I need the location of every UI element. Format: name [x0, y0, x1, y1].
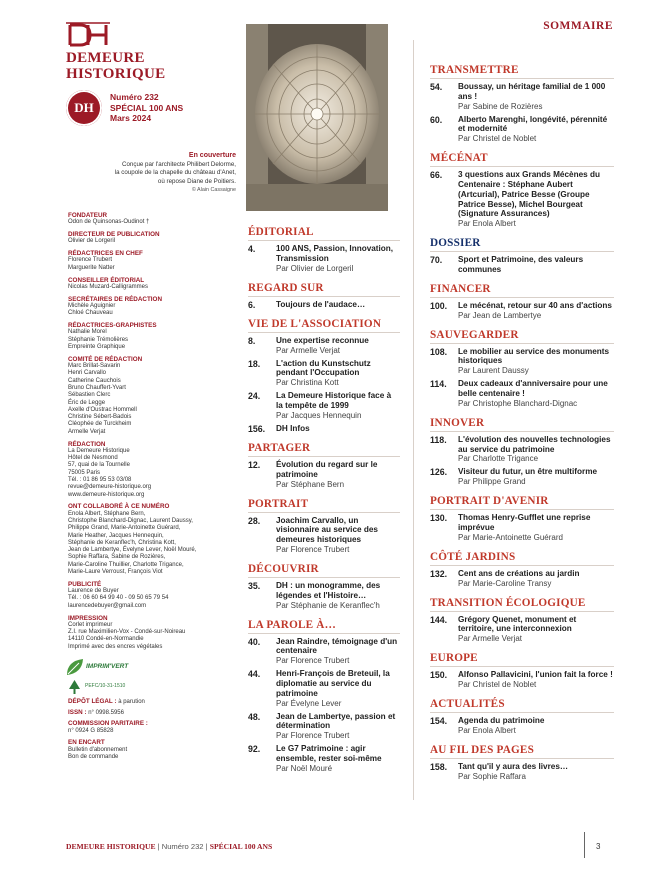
credit-heading: CONSEILLER ÉDITORIAL	[68, 276, 145, 284]
cover-caption-line: où repose Diane de Poitiers.	[157, 177, 236, 185]
toc-author: Par Stéphane Bern	[276, 479, 345, 489]
imprim-vert-leaf-icon	[64, 656, 86, 678]
legal-line	[68, 709, 238, 717]
toc-article-title: Cent ans de créations au jardin	[458, 568, 580, 578]
toc-author: Par Florence Trubert	[276, 731, 350, 741]
issue-date: Mars 2024	[110, 113, 152, 124]
toc-entry-body	[458, 762, 614, 782]
page-footer	[66, 842, 272, 851]
legal-line	[68, 720, 238, 736]
credit-name: 57, quai de la Tournelle	[68, 462, 130, 469]
toc-entry-body	[458, 716, 614, 736]
toc-entry-body	[458, 379, 614, 409]
centenary-seal-icon: DH	[66, 90, 102, 126]
toc-entry	[430, 435, 614, 465]
toc-page-number: 92.	[248, 744, 261, 755]
toc-page-number: 130.	[430, 513, 448, 524]
toc-section	[430, 417, 614, 487]
toc-section-title: ACTUALITÉS	[430, 698, 614, 713]
toc-author: Par Marie-Antoinette Guérard	[458, 532, 563, 542]
toc-page-number: 6.	[248, 299, 256, 310]
credit-heading: RÉDACTRICES-GRAPHISTES	[68, 322, 157, 330]
legal-line	[68, 754, 238, 761]
toc-page-number: 70.	[430, 255, 443, 266]
legal-value: n° 0924 G 85828	[68, 728, 114, 735]
toc-section	[430, 551, 614, 589]
toc-page-number: 156.	[248, 423, 266, 434]
toc-entry-body	[458, 467, 614, 487]
toc-entry-body	[458, 301, 614, 321]
toc-entry-body	[276, 744, 400, 774]
toc-entry	[430, 82, 614, 112]
toc-page-number: 35.	[248, 580, 261, 591]
toc-entry-body	[458, 347, 614, 377]
toc-section-title: LA PAROLE À…	[248, 619, 400, 634]
toc-page-number: 154.	[430, 715, 448, 726]
toc-page-number: 158.	[430, 761, 448, 772]
toc-section	[248, 226, 400, 274]
credit-name: 14110 Condé-en-Normandie	[68, 636, 144, 643]
toc-author: Par Jacques Hennequin	[276, 410, 362, 420]
legal-line	[68, 698, 238, 706]
toc-author: Par Florence Trubert	[276, 656, 350, 666]
toc-author: Par Marie-Caroline Transy	[458, 578, 552, 588]
toc-author: Par Noël Mouré	[276, 763, 333, 773]
toc-author: Par Christel de Noblet	[458, 679, 537, 689]
toc-section-title: ÉDITORIAL	[248, 226, 400, 241]
toc-entry-body	[276, 460, 400, 490]
credit-name: Imprimé avec des encres végétales	[68, 643, 163, 650]
credit-section	[68, 441, 238, 499]
toc-entry-body	[458, 115, 614, 145]
toc-entry	[430, 115, 614, 145]
toc-author: Par Christina Kott	[276, 378, 339, 388]
toc-page-number: 118.	[430, 434, 447, 445]
toc-entry	[248, 300, 400, 310]
toc-article-title: 100 ANS, Passion, Innovation, Transmission	[276, 244, 394, 263]
toc-entry	[248, 637, 400, 667]
toc-section-title: PORTRAIT D'AVENIR	[430, 495, 614, 510]
toc-section-title: CÔTÉ JARDINS	[430, 551, 614, 566]
credit-name: Marc Brillat-Savarin	[68, 363, 121, 370]
toc-section	[430, 329, 614, 409]
brand-line-2: HISTORIQUE	[66, 66, 166, 82]
credit-name: www.demeure-historique.org	[68, 491, 145, 498]
toc-author: Par Florence Trubert	[276, 544, 350, 554]
toc-entry	[248, 391, 400, 421]
toc-article-title: Joachim Carvallo, un visionnaire au service des demeures historiques	[276, 515, 378, 545]
credit-name: Empreinte Graphique	[68, 343, 126, 350]
toc-entry-body	[458, 670, 614, 690]
imprim-vert-label	[64, 656, 238, 678]
issue-number: Numéro 232	[110, 92, 159, 103]
toc-section	[248, 498, 400, 555]
legal-value: n° 0998.5956	[88, 709, 124, 716]
toc-entry-body	[276, 516, 400, 555]
toc-section	[248, 619, 400, 774]
toc-section	[248, 282, 400, 310]
toc-article-title: Le mécénat, retour sur 40 ans d'actions	[458, 300, 612, 310]
credit-name: Enola Albert, Stéphane Bern,	[68, 510, 146, 517]
toc-entry-body	[276, 637, 400, 667]
toc-article-title: 3 questions aux Grands Mécènes du Centenaire : Stéphane Aubert (Artcurial), Patrice Besse (Groupe Patrice Besse), Michel Bourgeat (Signature Assurances)	[458, 170, 600, 219]
toc-entry	[430, 670, 614, 690]
toc-entry	[430, 716, 614, 736]
toc-page-number: 8.	[248, 335, 256, 346]
credit-section	[68, 277, 238, 292]
issue-text	[110, 92, 183, 124]
toc-entry-body	[458, 615, 614, 645]
credit-name: Marguerite Natter	[68, 264, 115, 271]
toc-section	[430, 152, 614, 229]
toc-section-title: EUROPE	[430, 652, 614, 667]
credit-heading: SECRÉTAIRES DE RÉDACTION	[68, 295, 162, 303]
toc-entry	[430, 762, 614, 782]
issue-info	[66, 90, 226, 126]
masthead	[66, 22, 226, 126]
toc-author: Par Olivier de Lorgeril	[276, 263, 354, 273]
toc-author: Par Christel de Noblet	[458, 134, 537, 144]
credit-heading: ONT COLLABORÉ À CE NUMÉRO	[68, 503, 170, 511]
toc-page-number: 144.	[430, 614, 448, 625]
toc-entry-body	[458, 82, 614, 112]
sommaire-title: SOMMAIRE	[543, 20, 613, 32]
issue-special: SPÉCIAL 100 ANS	[110, 102, 184, 113]
credit-name: 75005 Paris	[68, 469, 101, 476]
toc-section-title: PORTRAIT	[248, 498, 400, 513]
credit-name: Michèle Aguignier	[68, 302, 116, 309]
toc-article-title: Thomas Henry-Gufflet une reprise imprévue	[458, 513, 591, 532]
credit-name: Tél. : 01 86 95 53 03/08	[68, 477, 132, 483]
toc-entry-body	[276, 336, 400, 356]
credit-name: Christine Sébert-Badois	[68, 414, 132, 421]
footer-divider	[584, 832, 585, 858]
credit-name: Odon de Quinsonas-Oudinot †	[68, 219, 150, 226]
credit-name: Tél. : 06 60 64 99 40 - 09 50 65 79 54	[68, 595, 169, 602]
toc-page-number: 12.	[248, 459, 261, 470]
toc-section	[430, 64, 614, 144]
credit-name: laurencedebuyer@gmail.com	[68, 602, 147, 609]
toc-column-right	[430, 64, 614, 790]
toc-entry	[430, 467, 614, 487]
toc-page-number: 132.	[430, 568, 448, 579]
toc-author: Par Armelle Verjat	[458, 634, 523, 644]
toc-entry	[430, 170, 614, 229]
toc-entry	[248, 669, 400, 708]
toc-page-number: 100.	[430, 300, 448, 311]
credit-name: Cléophée de Turckheim	[68, 421, 132, 428]
footer-special: SPÉCIAL 100 ANS	[209, 842, 273, 851]
toc-section	[430, 283, 614, 321]
column-divider	[413, 40, 414, 800]
credit-section	[68, 250, 238, 272]
toc-article-title: Boussay, un héritage familial de 1 000 ans !	[458, 82, 606, 101]
toc-entry	[248, 744, 400, 774]
legal-line	[68, 739, 238, 755]
toc-entry	[248, 581, 400, 611]
toc-article-title: La Demeure Historique face à la tempête de 1999	[276, 391, 392, 410]
toc-entry-body	[458, 170, 614, 229]
toc-section-title: INNOVER	[430, 417, 614, 432]
credit-section	[68, 231, 238, 246]
cover-dome-image	[246, 24, 388, 211]
footer-issue: | Numéro 232 |	[155, 842, 210, 851]
toc-entry	[248, 359, 400, 389]
toc-entry-body	[276, 712, 400, 742]
credit-heading: RÉDACTRICES EN CHEF	[68, 250, 143, 258]
toc-page-number: 4.	[248, 244, 256, 254]
toc-article-title: DH Infos	[276, 423, 310, 433]
toc-section-title: SAUVEGARDER	[430, 329, 614, 344]
credit-name: Éric de Legge	[68, 399, 106, 406]
credit-name: Nathalie Morel	[68, 329, 107, 336]
toc-page-number: 54.	[430, 82, 443, 92]
toc-page-number: 18.	[248, 358, 261, 369]
toc-section-title: REGARD SUR	[248, 282, 400, 297]
credit-name: Corlet imprimeur	[68, 621, 113, 628]
toc-section-title: PARTAGER	[248, 442, 400, 457]
credit-section	[68, 356, 238, 436]
toc-page-number: 66.	[430, 170, 443, 181]
toc-author: Par Philippe Grand	[458, 477, 526, 487]
credit-name: Stéphanie Trémolières	[68, 336, 129, 343]
toc-entry	[248, 244, 400, 274]
toc-section	[430, 495, 614, 543]
toc-article-title: Agenda du patrimoine	[458, 715, 545, 725]
toc-article-title: Jean Raindre, témoignage d'un centenaire	[276, 636, 398, 656]
toc-author: Par Laurent Daussy	[458, 366, 529, 376]
toc-article-title: Alfonso Pallavicini, l'union fait la force !	[458, 670, 613, 680]
toc-entry-body	[276, 359, 400, 389]
toc-article-title: Évolution du regard sur le patrimoine	[276, 459, 378, 479]
toc-author: Par Charlotte Trigance	[458, 454, 539, 464]
credit-name: Catherine Cauchois	[68, 377, 121, 384]
toc-entry	[430, 301, 614, 321]
toc-article-title: Le mobilier au service des monuments historiques	[458, 346, 610, 366]
toc-entry-body	[276, 669, 400, 708]
toc-author: Par Stéphanie de Keranflec'h	[276, 600, 380, 610]
cover-caption-title: En couverture	[188, 152, 236, 159]
toc-article-title: DH : un monogramme, des légendes et l'Histoire…	[276, 580, 381, 600]
toc-author: Par Christophe Blanchard-Dignac	[458, 398, 578, 408]
credit-name: Philippe Grand, Marie-Antoinette Guérard,	[68, 525, 181, 532]
toc-section	[430, 237, 614, 275]
toc-article-title: Jean de Lambertye, passion et détermination	[276, 711, 396, 731]
toc-article-title: L'évolution des nouvelles technologies au service du patrimoine	[458, 434, 611, 454]
credit-name: Jean de Lambertye, Évelyne Lever, Noël Mouré,	[68, 547, 197, 554]
credit-name: revue@demeure-historique.org	[68, 484, 152, 491]
toc-author: Par Armelle Verjat	[276, 345, 341, 355]
legal-heading: DÉPÔT LÉGAL :	[68, 697, 117, 705]
photo-credit: © Alain Cassaigne	[191, 187, 236, 194]
credit-section	[68, 322, 238, 351]
toc-page-number: 150.	[430, 670, 448, 681]
credit-name: Z.I. rue Maximilien-Vox - Condé-sur-Noireau	[68, 629, 186, 636]
toc-entry-body	[458, 435, 614, 465]
toc-section-title: DOSSIER	[430, 237, 614, 252]
pefc-code: PEFC/10-31-1510	[85, 682, 126, 689]
toc-entry	[248, 336, 400, 356]
toc-entry-body	[276, 244, 400, 274]
credit-name: Nicolas Muzard-Calligrammes	[68, 283, 149, 290]
dh-logo-icon	[66, 22, 110, 48]
toc-entry	[248, 424, 400, 434]
credit-name: Bruno Chauffert-Yvart	[68, 384, 126, 391]
toc-section-title: DÉCOUVRIR	[248, 563, 400, 578]
toc-section	[248, 563, 400, 611]
credit-heading: COMITÉ DE RÉDACTION	[68, 355, 143, 363]
toc-entry-body	[458, 513, 614, 543]
credit-name: Sébastien Clerc	[68, 392, 111, 399]
toc-page-number: 60.	[430, 114, 443, 125]
toc-page-number: 24.	[248, 391, 261, 402]
toc-article-title: Toujours de l'audace…	[276, 299, 366, 309]
legal-heading: COMMISSION PARITAIRE :	[68, 720, 148, 728]
toc-article-title: Une expertise reconnue	[276, 335, 369, 345]
credit-heading: PUBLICITÉ	[68, 580, 102, 588]
credit-name: Hôtel de Nesmond	[68, 455, 118, 462]
toc-page-number: 48.	[248, 711, 261, 722]
credit-name: Sophie Raffara, Sabine de Rozières,	[68, 554, 166, 561]
legal-value: Bulletin d'abonnement	[68, 747, 128, 754]
toc-section	[430, 597, 614, 645]
toc-article-title: Visiteur du futur, un être multiforme	[458, 467, 598, 477]
toc-page-number: 44.	[248, 669, 261, 680]
toc-entry-body	[276, 300, 400, 310]
cover-caption-line: la coupole de la chapelle du château d'Anet,	[114, 169, 236, 177]
credit-heading: DIRECTEUR DE PUBLICATION	[68, 231, 160, 239]
toc-page-number: 28.	[248, 515, 261, 526]
toc-column-middle	[248, 226, 400, 782]
credit-section	[68, 581, 238, 610]
toc-entry	[248, 516, 400, 555]
toc-entry-body	[276, 581, 400, 611]
credit-heading: FONDATEUR	[68, 212, 108, 219]
toc-section-title: AU FIL DES PAGES	[430, 744, 614, 759]
credit-heading: RÉDACTION	[68, 440, 106, 448]
credit-section	[68, 296, 238, 318]
toc-page-number: 126.	[430, 467, 448, 478]
toc-author: Par Jean de Lambertye	[458, 310, 542, 320]
legal-heading: EN ENCART	[68, 738, 105, 746]
credit-name: Marie-Caroline Thuillier, Charlotte Trigance,	[68, 561, 184, 568]
toc-author: Par Enola Albert	[458, 725, 516, 735]
toc-section-title: TRANSITION ÉCOLOGIQUE	[430, 597, 614, 612]
toc-entry	[430, 513, 614, 543]
toc-section-title: TRANSMETTRE	[430, 64, 614, 79]
cover-caption-line: Conçue par l'architecte Philibert Delorme,	[122, 160, 236, 168]
legal-heading: ISSN :	[68, 708, 87, 716]
toc-entry-body	[276, 391, 400, 421]
footer-brand: DEMEURE HISTORIQUE	[66, 842, 156, 851]
toc-author: Par Évelyne Lever	[276, 698, 342, 708]
credit-name: Olivier de Lorgeril	[68, 238, 116, 245]
toc-author: Par Sophie Raffara	[458, 771, 526, 781]
credit-name: Florence Trubert	[68, 257, 113, 264]
toc-article-title: Deux cadeaux d'anniversaire pour une belle centenaire !	[458, 379, 608, 398]
credit-name: Marie Heather, Jacques Hennequin,	[68, 532, 164, 539]
legal-value: à parution	[118, 698, 145, 705]
toc-entry	[430, 255, 614, 275]
pefc-tree-icon	[68, 680, 81, 694]
toc-section-title: FINANCER	[430, 283, 614, 298]
legal-value: Bon de commande	[68, 754, 119, 761]
toc-article-title: Le G7 Patrimoine : agir ensemble, rester soi-même	[276, 744, 382, 763]
credit-name: Stéphanie de Keranflec'h, Christina Kott,	[68, 539, 176, 546]
toc-author: Par Enola Albert	[458, 219, 516, 229]
credit-name: Henri Carvallo	[68, 370, 107, 377]
credit-name: Chloé Chauveau	[68, 310, 113, 317]
credit-section	[68, 615, 238, 651]
toc-author: Par Sabine de Rozières	[458, 101, 543, 111]
toc-page-number: 40.	[248, 636, 261, 647]
credit-name: Armelle Verjat	[68, 428, 106, 435]
toc-section	[248, 318, 400, 434]
toc-article-title: Grégory Quenet, monument et territoire, une interconnexion	[458, 614, 577, 634]
cover-caption	[66, 152, 236, 195]
toc-section-title: VIE DE L'ASSOCIATION	[248, 318, 400, 333]
imprim-vert-text: IMPRIM'VERT	[86, 662, 129, 670]
toc-page-number: 114.	[430, 379, 447, 390]
toc-section	[430, 652, 614, 690]
toc-page-number: 108.	[430, 346, 448, 357]
toc-entry-body	[458, 255, 614, 275]
brand-name	[66, 50, 226, 82]
toc-entry	[248, 460, 400, 490]
toc-article-title: Alberto Marenghi, longévité, pérennité et modernité	[458, 114, 608, 134]
toc-entry	[430, 379, 614, 409]
toc-section	[430, 698, 614, 736]
pefc-label	[68, 680, 238, 694]
credit-name: Axelle d'Oustrac Hommell	[68, 406, 137, 413]
toc-article-title: Sport et Patrimoine, des valeurs communes	[458, 255, 584, 274]
credit-section	[68, 503, 238, 576]
toc-entry	[248, 712, 400, 742]
credit-name: Laurence de Buyer	[68, 588, 119, 595]
toc-entry-body	[276, 424, 400, 434]
toc-entry-body	[458, 569, 614, 589]
brand-line-1: DEMEURE	[66, 50, 145, 66]
toc-article-title: L'action du Kunstschutz pendant l'Occupation	[276, 358, 371, 378]
credit-section	[68, 212, 238, 227]
toc-entry	[430, 615, 614, 645]
credit-heading: IMPRESSION	[68, 614, 108, 622]
page-number: 3	[596, 842, 601, 851]
toc-section	[248, 442, 400, 490]
credit-name: Marie-Laure Verroust, François Viot	[68, 569, 163, 576]
credit-name: Christophe Blanchard-Dignac, Laurent Daussy,	[68, 517, 193, 524]
toc-entry	[430, 569, 614, 589]
toc-article-title: Tant qu'il y aura des livres…	[458, 761, 569, 771]
toc-entry	[430, 347, 614, 377]
credit-name: La Demeure Historique	[68, 447, 130, 454]
toc-section	[430, 744, 614, 782]
staff-credits	[68, 212, 238, 765]
toc-article-title: Henri-François de Breteuil, la diplomatie au service du patrimoine	[276, 669, 390, 698]
toc-section-title: MÉCÉNAT	[430, 152, 614, 167]
